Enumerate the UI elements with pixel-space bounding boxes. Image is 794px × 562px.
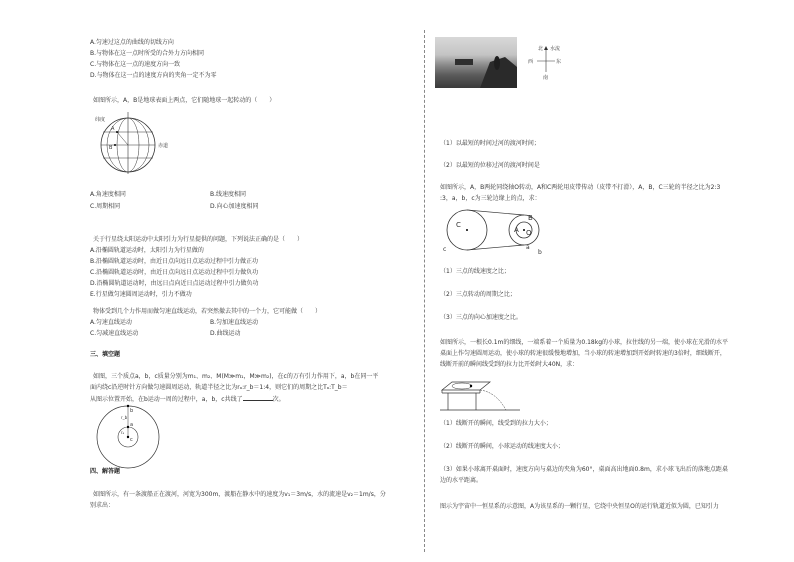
orbit-label-a: a bbox=[130, 422, 134, 428]
section-answer-heading: 四、解答题 bbox=[90, 468, 121, 475]
pulley-label-b-point: b bbox=[538, 249, 542, 256]
force-option-c: C.匀减速直线运动 bbox=[90, 330, 139, 337]
center-c bbox=[127, 436, 129, 438]
pulley-label-O: O bbox=[526, 229, 532, 237]
pulley-label-B: B bbox=[528, 214, 533, 222]
ball bbox=[470, 385, 472, 387]
table-sub-3-line2: 边的水平距离。 bbox=[440, 477, 483, 484]
earth-radius-a bbox=[117, 132, 128, 145]
compass-arrow-icon bbox=[544, 46, 548, 50]
earth-option-b: B.线速度相同 bbox=[210, 191, 247, 198]
pulley-sub-1: （1）三点的线速度之比； bbox=[440, 268, 510, 275]
force-question-stem: 物体受到几个力作用而做匀速直线运动，若突然撤去其中的一个力，它可能做（ ） bbox=[93, 308, 322, 315]
river-sub-2: （2）以最短的位移过河的渡河时间是 bbox=[440, 162, 540, 169]
person-silhouette bbox=[494, 56, 500, 70]
column-divider bbox=[424, 30, 425, 552]
earth-option-d: D.向心加速度相同 bbox=[210, 203, 259, 210]
orbit-label-rb: r_b bbox=[121, 415, 128, 420]
section-fill-heading: 三、填空题 bbox=[90, 351, 121, 358]
force-option-a: A.匀速直线运动 bbox=[90, 319, 132, 326]
answer-blank[interactable] bbox=[243, 395, 273, 401]
table-question-line1: 如图所示，一根长0.1m的细线，一端系着一个质量为0.18kg的小球，拉住线的另一端，使小球在光滑的水平 bbox=[440, 339, 729, 346]
center-c-dot bbox=[466, 229, 468, 231]
compass-figure bbox=[528, 44, 583, 84]
pulley-sub-3: （3）三点的向心加速度之比。 bbox=[440, 314, 522, 321]
river-question-line1: 如图所示，有一条渡船正在渡河，河宽为300m，渡船在静水中的速度为v₁＝3m/s，水的流速是v₂＝1m/s，分 bbox=[93, 491, 386, 498]
pulley-question-line2: :3，a，b，c为三轮边缘上的点，求： bbox=[440, 195, 541, 202]
table-sub-1: （1）线断开的瞬间，线受到的拉力大小； bbox=[440, 420, 552, 427]
pulley-label-a-point: a bbox=[526, 244, 530, 251]
compass-south: 南 bbox=[543, 75, 549, 81]
kepler-option-d: D.沿椭圆轨道运动时，由远日点向近日点运动过程中引力做负功 bbox=[90, 280, 259, 287]
fill-question-line3-end: 次。 bbox=[272, 396, 285, 403]
kepler-option-a: A.沿椭圆轨道运动时，太阳引力为行星做的 bbox=[90, 247, 204, 254]
table-figure bbox=[440, 368, 520, 414]
river-sub-1: （1）以最短的时间过河的渡河时间； bbox=[440, 140, 540, 147]
prev-option-a: A.匀速过这点的曲线的切线方向 bbox=[90, 39, 174, 46]
earth-label-equator: 赤道 bbox=[158, 143, 169, 149]
point-a bbox=[116, 131, 118, 133]
pulley-label-c-point: c bbox=[443, 246, 447, 253]
river-question-line2: 别求出： bbox=[90, 502, 115, 509]
earth-label-latitude: 纬度 bbox=[95, 117, 106, 123]
compass-water: 水流 bbox=[550, 46, 561, 52]
belt-top bbox=[467, 210, 524, 215]
kepler-option-b: B.沿椭圆轨道运动时，由近日点向远日点运动过程中引力做正功 bbox=[90, 258, 259, 265]
table-sub-2: （2）线断开的瞬间，小球运动的线速度大小； bbox=[440, 443, 564, 450]
kepler-question-stem: 关于行星绕太阳运动中太阳引力为行星提供的问题，下列说法正确的是（ ） bbox=[93, 236, 304, 243]
belt-bottom bbox=[467, 245, 524, 250]
pulley-sub-2: （2）三点转动的周期之比； bbox=[440, 291, 516, 298]
pulley-label-A: A bbox=[514, 226, 519, 234]
river-ferry-photo-detail bbox=[435, 37, 517, 88]
fill-question-line3 bbox=[90, 395, 285, 403]
circular-path bbox=[452, 383, 472, 389]
earth-label-a: A bbox=[111, 126, 115, 132]
trajectory bbox=[480, 390, 506, 410]
table-question-line2: 桌面上作匀速圆周运动，使小球的转速很缓慢地增加，当小球的转速增加到开始时转速的3倍时，细线断开， bbox=[440, 350, 726, 357]
prev-option-d: D.与物体在这一点的速度方向的夹角一定不为零 bbox=[90, 72, 217, 79]
axle-o bbox=[523, 229, 525, 231]
prev-option-c: C.与物体在这一点的速度方向一致 bbox=[90, 61, 181, 68]
point-b bbox=[114, 144, 116, 146]
earth-option-a: A.角速度相同 bbox=[90, 191, 126, 198]
last-question-stem: 图示为宇宙中一恒星系的示意图，A为该星系的一颗行星，它绕中央恒星O的运行轨道近似为圆，已知引力 bbox=[440, 503, 719, 510]
fill-question-line2: 面内绕c沿逆时针方向做匀速圆周运动，轨道半径之比为rₐ:r_b＝1:4，则它们的周期之比Tₐ:T_b＝ bbox=[90, 384, 348, 391]
pulley-question-line1: 如图所示，A，B两轮同绕轴O转动，A和C两轮用皮带传动（皮带不打滑），A，B，C三轮的半径之比为2:3 bbox=[440, 184, 721, 191]
orbit-label-b: b bbox=[130, 408, 134, 414]
fill-question-line1: 如图，三个质点a，b，c质量分别为m₁、m₂、M(M≫m₁，M≫m₂)，在c的万有引力作用下，a，b在同一平 bbox=[93, 373, 379, 380]
earth-figure bbox=[95, 110, 175, 175]
compass-east: 东 bbox=[556, 59, 562, 65]
pulley-label-C: C bbox=[456, 221, 461, 229]
table-sub-3-line1: （3）如果小球离开桌面时，速度方向与桌边的夹角为60°，桌面高出地面0.8m，求小球飞出后的落地点距桌 bbox=[440, 466, 728, 473]
pulley-figure bbox=[445, 203, 555, 258]
orbit-figure bbox=[95, 404, 161, 470]
table-question-line3: 线断开前的瞬间线受到的拉力比开始时大40N，求： bbox=[440, 361, 579, 368]
fill-question-line3-text: 从图示位置开始，在b运动一周的过程中，a，b，c共线了 bbox=[90, 396, 243, 403]
ferry-boat bbox=[455, 59, 473, 65]
earth-label-b: B bbox=[109, 145, 113, 151]
force-option-d: D.曲线运动 bbox=[210, 330, 241, 337]
river-ferry-photo bbox=[435, 37, 517, 88]
planet-b bbox=[127, 405, 129, 407]
compass-west: 西 bbox=[528, 59, 534, 65]
force-option-b: B.匀加速直线运动 bbox=[210, 319, 259, 326]
planet-a bbox=[127, 426, 129, 428]
kepler-option-c: C.沿椭圆轨道运动时，由近日点向远日点运动过程中引力做负功 bbox=[90, 269, 259, 276]
orbit-label-c: c bbox=[130, 437, 133, 443]
prev-option-b: B.与物体在这一点时所受的合外力方向相同 bbox=[90, 50, 205, 57]
earth-question-stem: 如图所示，A，B是地球表面上两点，它们随地球一起转动的（ ） bbox=[93, 97, 276, 104]
orbit-label-ra: rₐ bbox=[121, 430, 125, 435]
earth-option-c: C.周期相同 bbox=[90, 203, 121, 210]
compass-north: 北 bbox=[538, 46, 544, 52]
kepler-option-e: E.行星做匀速圆周运动时，引力不做功 bbox=[90, 291, 192, 298]
